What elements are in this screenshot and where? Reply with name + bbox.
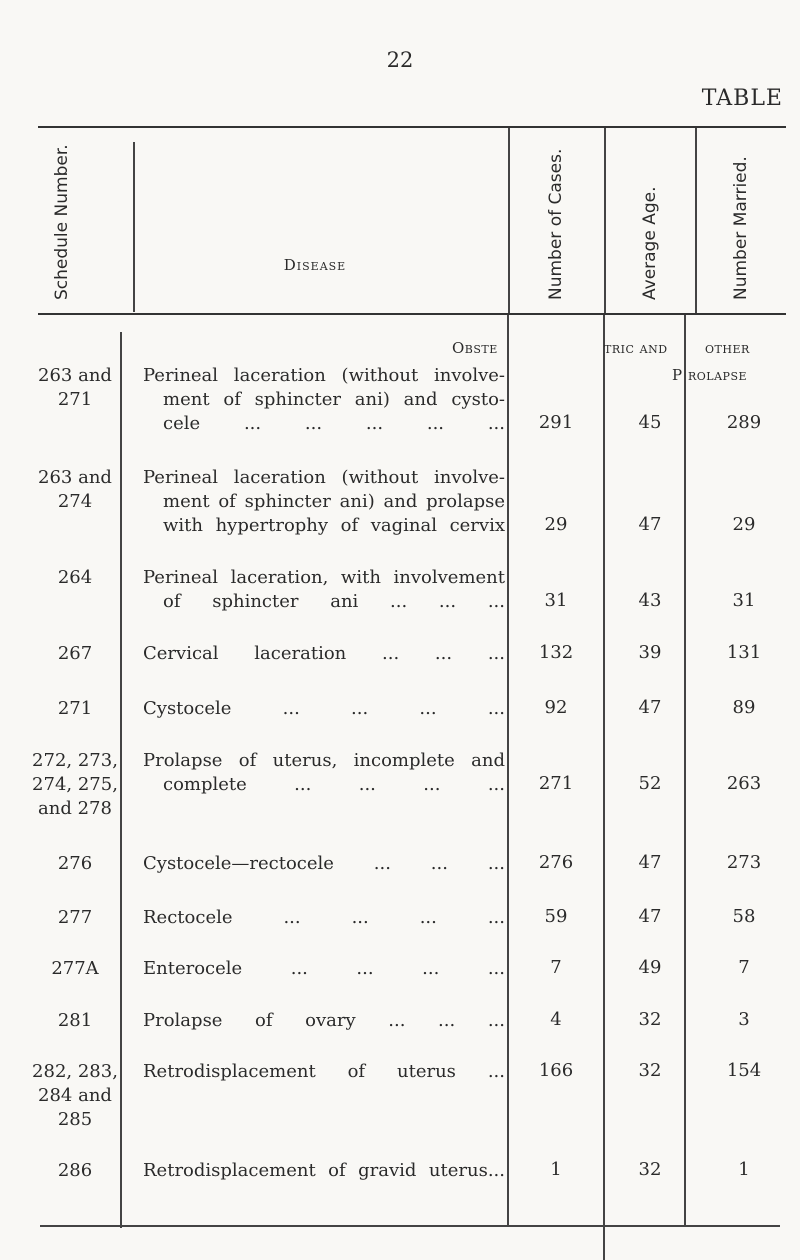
- schedule-line: 276: [57, 853, 93, 874]
- schedule-cell: [20, 1009, 130, 1033]
- section-heading-part-5: rolapse: [688, 366, 748, 384]
- header-divider-3: [604, 128, 606, 313]
- section-heading-part-4: P: [672, 366, 683, 384]
- header-rule: [38, 313, 786, 315]
- header-schedule-number: Schedule Number.: [52, 144, 72, 300]
- age-cell: 32: [638, 1159, 662, 1180]
- header-number-married: Number Married.: [731, 156, 751, 300]
- cases-cell: 166: [538, 1060, 574, 1081]
- schedule-cell: [20, 1060, 130, 1132]
- age-cell: 47: [638, 906, 662, 927]
- disease-cell: [143, 566, 505, 614]
- schedule-line: 267: [57, 643, 93, 664]
- married-cell: 273: [726, 852, 762, 873]
- married-cell: 131: [726, 642, 762, 663]
- schedule-line: 284 and: [38, 1085, 112, 1106]
- header-divider-2: [508, 128, 510, 313]
- age-cell: 45: [638, 412, 662, 433]
- schedule-cell: [20, 852, 130, 876]
- disease-cell: [143, 466, 505, 538]
- header-average-age: Average Age.: [640, 186, 660, 300]
- married-cell: 7: [738, 957, 750, 978]
- cases-cell: 271: [538, 773, 574, 794]
- age-cell: 47: [638, 514, 662, 535]
- disease-cell: [143, 1009, 505, 1033]
- schedule-line: 271: [57, 698, 93, 719]
- schedule-line: 272, 273,: [32, 750, 118, 771]
- top-rule: [38, 126, 786, 128]
- disease-line: Cystocele—rectocele ... ... ...: [143, 853, 505, 874]
- header-disease: Disease: [283, 256, 347, 274]
- married-cell: 29: [732, 514, 756, 535]
- disease-line: of sphincter ani ... ... ...: [163, 591, 505, 612]
- disease-cell: [143, 697, 505, 721]
- married-cell: 154: [726, 1060, 762, 1081]
- schedule-line: 264: [57, 567, 93, 588]
- disease-line: Retrodisplacement of gravid uterus...: [143, 1160, 505, 1181]
- schedule-cell: [20, 566, 130, 590]
- disease-line: cele ... ... ... ... ...: [163, 413, 505, 434]
- disease-line: ment of sphincter ani) and prolapse: [163, 491, 505, 512]
- disease-line: Cervical laceration ... ... ...: [143, 643, 505, 664]
- header-divider-1: [133, 142, 135, 312]
- disease-cell: [143, 642, 505, 666]
- schedule-line: 281: [57, 1010, 93, 1031]
- schedule-line: 274, 275,: [32, 774, 118, 795]
- disease-cell: [143, 749, 505, 797]
- disease-line: Cystocele ... ... ... ...: [143, 698, 505, 719]
- table-title: TABLE: [701, 86, 783, 111]
- disease-line: Perineal laceration, with involvement: [143, 567, 505, 588]
- section-heading-part-1: Obste: [452, 339, 498, 357]
- disease-cell: [143, 957, 505, 981]
- schedule-cell: [20, 364, 130, 412]
- married-cell: 31: [732, 590, 756, 611]
- schedule-cell: [20, 466, 130, 514]
- cases-cell: 31: [544, 590, 568, 611]
- schedule-cell: [20, 906, 130, 930]
- schedule-cell: [20, 1159, 130, 1183]
- disease-line: Prolapse of ovary ... ... ...: [143, 1010, 505, 1031]
- married-cell: 3: [738, 1009, 750, 1030]
- married-cell: 58: [732, 906, 756, 927]
- age-cell: 47: [638, 852, 662, 873]
- section-heading-part-2: tric and: [604, 339, 668, 357]
- disease-line: Perineal laceration (without involve-: [143, 467, 505, 488]
- schedule-line: 263 and: [38, 365, 112, 386]
- age-cell: 52: [638, 773, 662, 794]
- bottom-rule: [40, 1225, 780, 1227]
- cases-cell: 1: [550, 1159, 562, 1180]
- disease-line: complete ... ... ... ...: [163, 774, 505, 795]
- schedule-cell: [20, 697, 130, 721]
- schedule-line: 277A: [51, 958, 99, 979]
- schedule-line: 286: [57, 1160, 93, 1181]
- disease-cell: [143, 852, 505, 876]
- schedule-cell: [20, 957, 130, 981]
- schedule-line: 285: [57, 1109, 93, 1130]
- disease-cell: [143, 364, 505, 436]
- schedule-line: 277: [57, 907, 93, 928]
- cases-cell: 291: [538, 412, 574, 433]
- disease-line: Perineal laceration (without involve-: [143, 365, 505, 386]
- body-divider-2: [507, 315, 509, 1227]
- disease-line: Prolapse of uterus, incomplete and: [143, 750, 505, 771]
- disease-line: ment of sphincter ani) and cysto-: [163, 389, 505, 410]
- married-cell: 289: [726, 412, 762, 433]
- disease-line: with hypertrophy of vaginal cervix: [163, 515, 505, 536]
- cases-cell: 4: [550, 1009, 562, 1030]
- header-number-of-cases: Number of Cases.: [546, 148, 566, 300]
- age-cell: 49: [638, 957, 662, 978]
- cases-cell: 29: [544, 514, 568, 535]
- disease-cell: [143, 1159, 505, 1183]
- schedule-cell: [20, 749, 130, 821]
- age-cell: 43: [638, 590, 662, 611]
- age-cell: 32: [638, 1009, 662, 1030]
- cases-cell: 59: [544, 906, 568, 927]
- married-cell: 263: [726, 773, 762, 794]
- disease-line: Retrodisplacement of uterus ...: [143, 1061, 505, 1082]
- cases-cell: 7: [550, 957, 562, 978]
- cases-cell: 132: [538, 642, 574, 663]
- schedule-line: 282, 283,: [32, 1061, 118, 1082]
- schedule-cell: [20, 642, 130, 666]
- header-divider-4: [695, 128, 697, 313]
- disease-cell: [143, 906, 505, 930]
- disease-line: Enterocele ... ... ... ...: [143, 958, 505, 979]
- page-number: 22: [386, 48, 414, 72]
- schedule-line: 271: [57, 389, 93, 410]
- age-cell: 47: [638, 697, 662, 718]
- cases-cell: 92: [544, 697, 568, 718]
- schedule-line: and 278: [38, 798, 112, 819]
- cases-cell: 276: [538, 852, 574, 873]
- disease-cell: [143, 1060, 505, 1084]
- age-cell: 39: [638, 642, 662, 663]
- schedule-line: 274: [57, 491, 93, 512]
- body-divider-4: [684, 315, 686, 1227]
- age-cell: 32: [638, 1060, 662, 1081]
- married-cell: 89: [732, 697, 756, 718]
- schedule-line: 263 and: [38, 467, 112, 488]
- married-cell: 1: [738, 1159, 750, 1180]
- section-heading-part-3: other: [705, 339, 750, 357]
- disease-line: Rectocele ... ... ... ...: [143, 907, 505, 928]
